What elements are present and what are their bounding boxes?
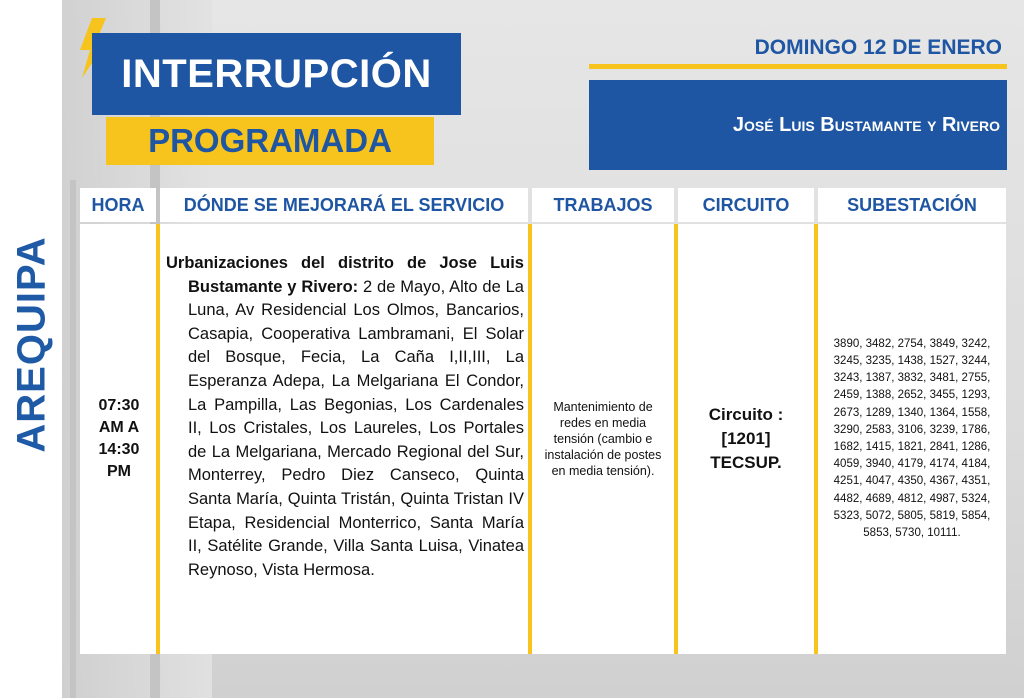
- donde-heading: Urbanizaciones del distrito de Jose Luis Bustamante y Rivero:: [166, 254, 524, 296]
- donde-list: 2 de Mayo, Alto de La Luna, Av Residencial Los Olmos, Bancarios, Casapia, Cooperativa Lambramani, El Solar del Bosque, Fecia, La Caña I,II,III, La Esperanza Adepa, La Melgariana El Condor, La Pampilla, Las Begonias, Los Cardenales II, Los Cristales, Los Laureles, Los Portales de La Melgariana, Mercado Regional del Sur, Monterrey, Pedro Diez Canseco, Quinta Santa María, Quinta Tristán, Quinta Tristan IV Etapa, Residencial Monterrico, Santa María II, Satélite Grande, Villa Santa Luisa, Vinatea Reynoso, Vista Hermosa.: [188, 277, 524, 579]
- header-hora: HORA: [80, 188, 156, 222]
- cell-circuito: Circuito : [1201] TECSUP.: [708, 405, 784, 472]
- district-banner: [589, 80, 1007, 170]
- column-separator: [674, 224, 678, 654]
- header-trabajos: TRABAJOS: [532, 188, 674, 222]
- cell-donde: [166, 252, 524, 582]
- cell-trabajos: Mantenimiento de redes en media tensión (cambio e instalación de postes en media tensión).: [544, 400, 662, 478]
- cell-subestacion: 3890, 3482, 2754, 3849, 3242, 3245, 3235, 1438, 1527, 3244, 3243, 1387, 3832, 3481, 2755, 2459, 1388, 2652, 3455, 1293, 2673, 1289, 1340, 1364, 1558, 3290, 2583, 3106, 3239, 1786, 1682, 1415, 1821, 2841, 1286, 4059, 3940, 4179, 4174, 4184, 4251, 4047, 4350, 4367, 4351, 4482, 4689, 4812, 4987, 5324, 5323, 5072, 5805, 5819, 5854, 5853, 5730, 10111.: [833, 337, 991, 540]
- column-separator: [814, 224, 818, 654]
- date-label: DOMINGO 12 DE ENERO: [754, 36, 1002, 59]
- district-name: José Luis Bustamante y Rivero: [732, 113, 1000, 136]
- title-interrupcion: INTERRUPCIÓN: [92, 33, 461, 115]
- header-circuito: CIRCUITO: [678, 188, 814, 222]
- title-programada: PROGRAMADA: [106, 117, 434, 165]
- header-donde: DÓNDE SE MEJORARÁ EL SERVICIO: [160, 188, 528, 222]
- header-subestacion: SUBESTACIÓN: [818, 188, 1006, 222]
- column-separator: [528, 224, 532, 654]
- cell-hora: 07:30 AM A 14:30 PM: [98, 397, 140, 480]
- date-underline: [589, 64, 1007, 69]
- column-separator: [156, 224, 160, 654]
- region-label: AREQUIPA: [9, 235, 54, 453]
- background-pole: [70, 180, 76, 698]
